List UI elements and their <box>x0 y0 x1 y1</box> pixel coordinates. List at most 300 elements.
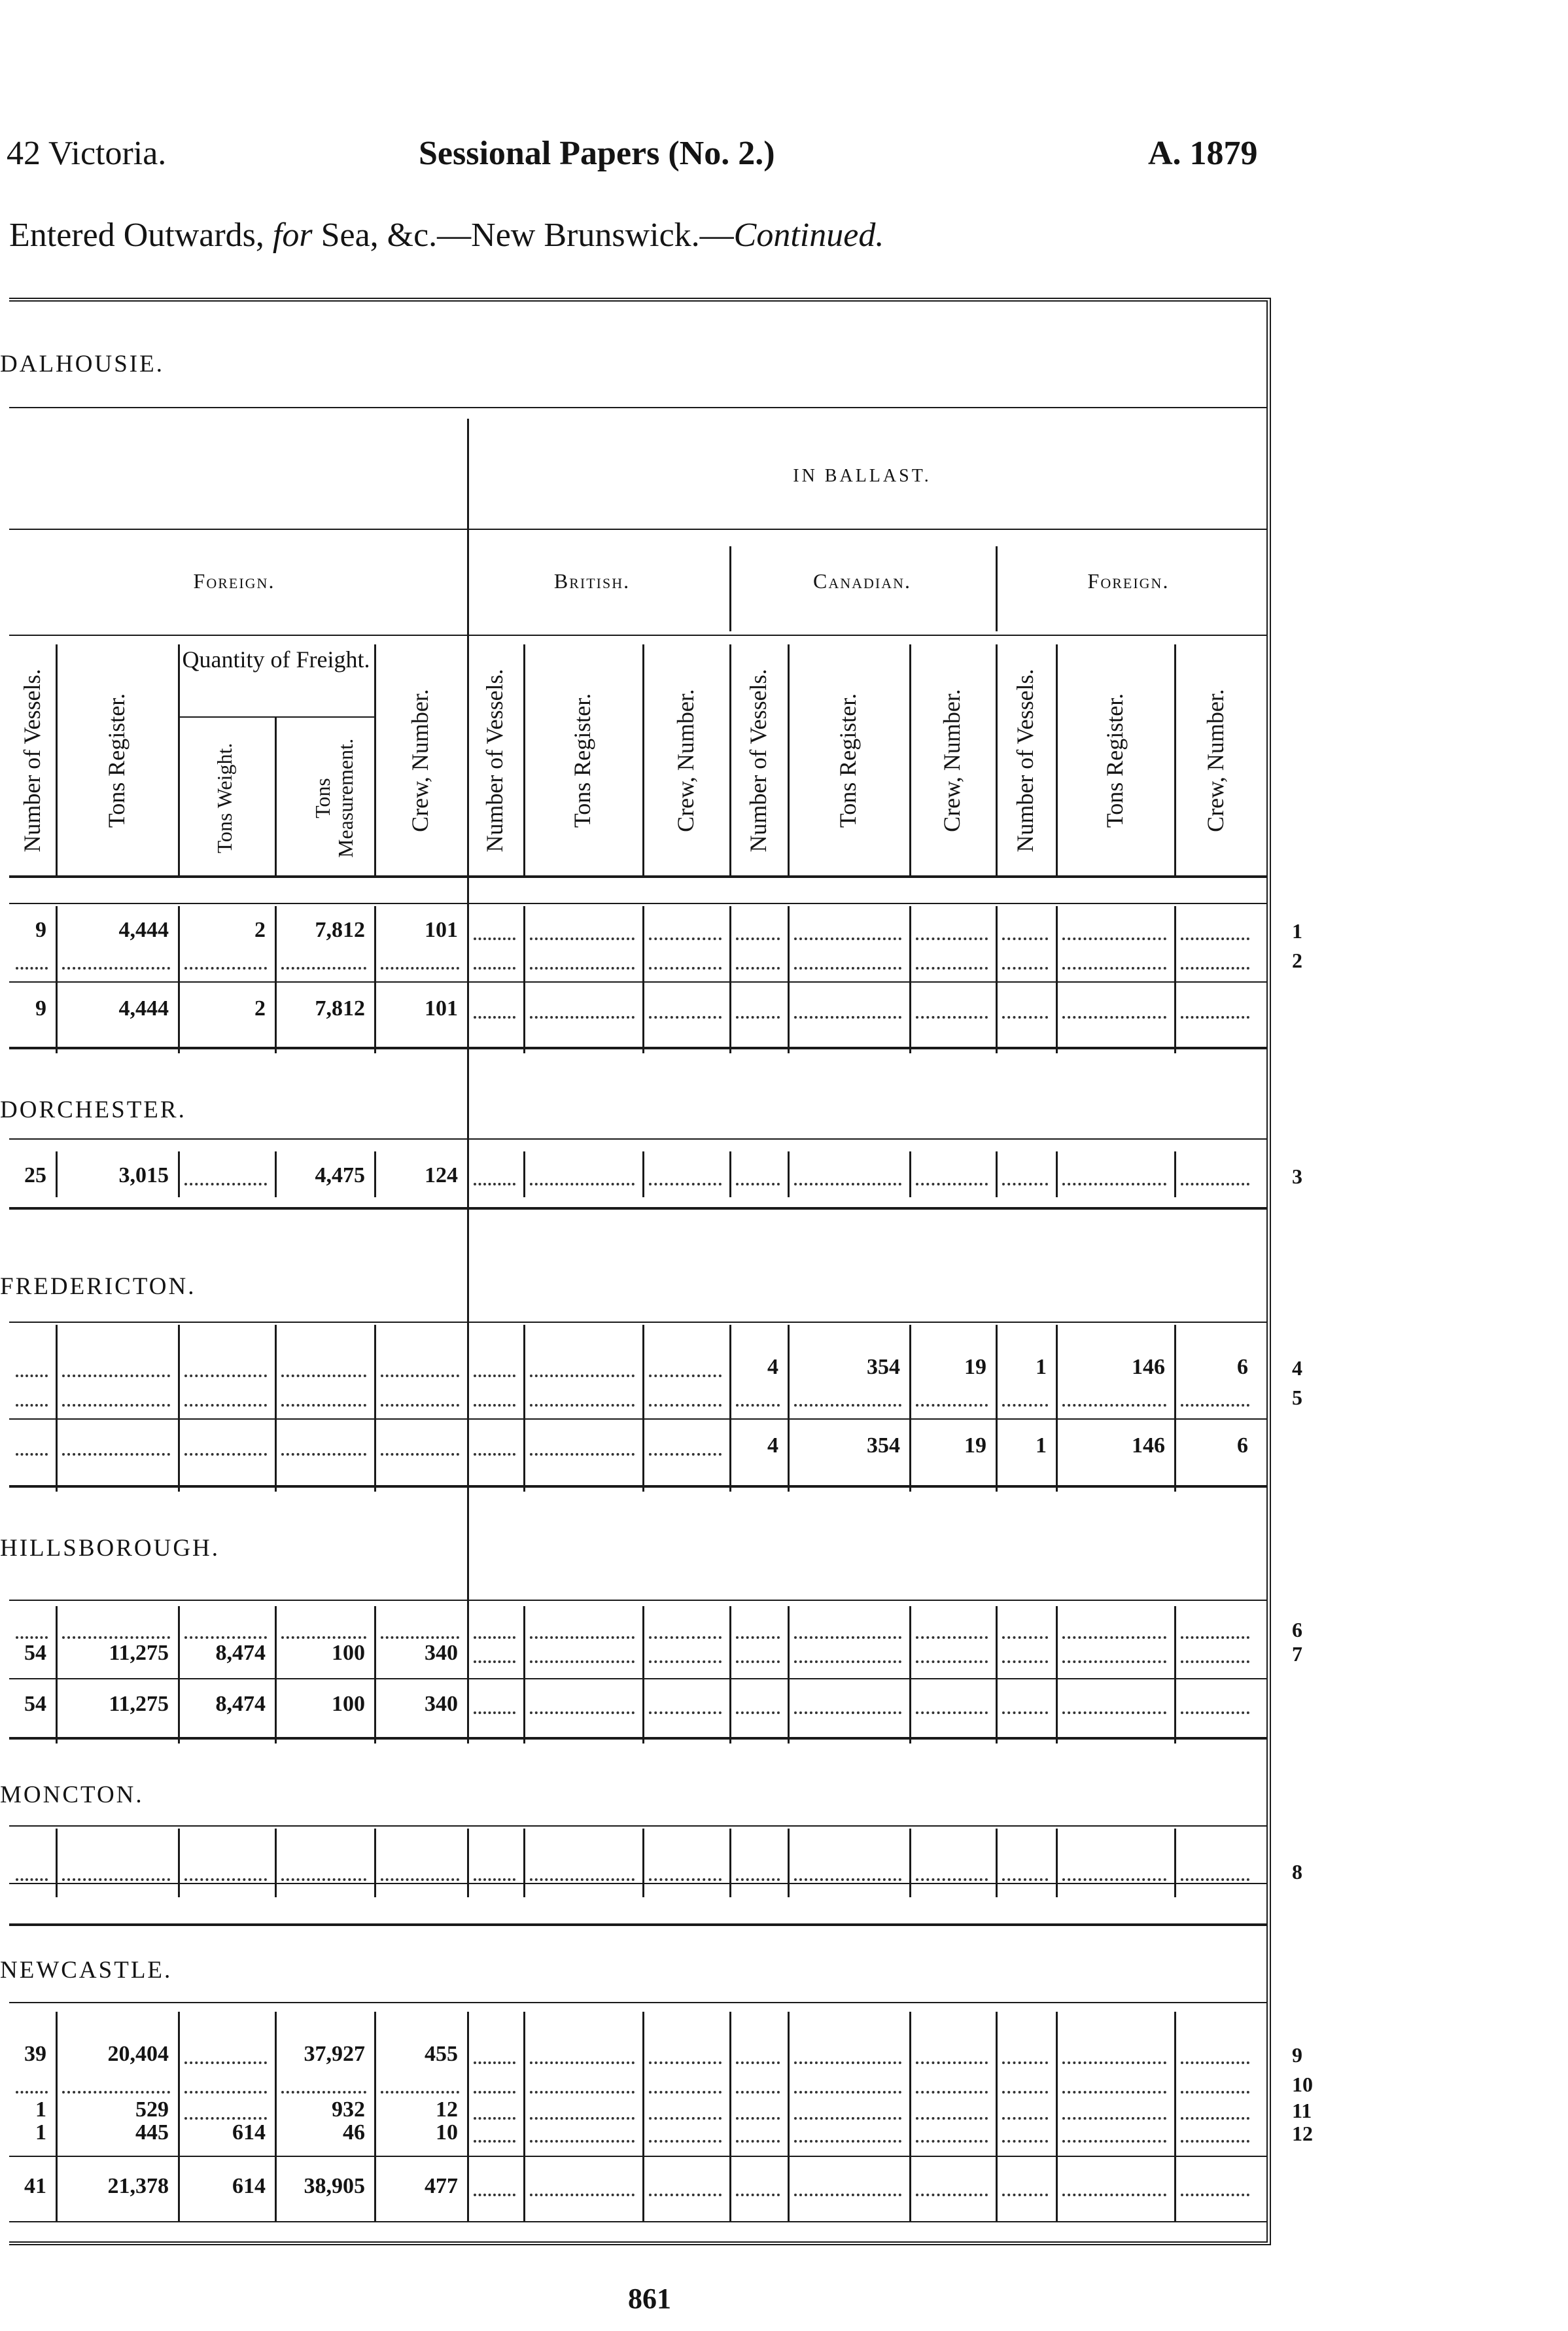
leader-dots <box>736 1660 780 1663</box>
column-divider <box>523 1325 525 1492</box>
leader-dots <box>1062 1711 1166 1714</box>
leader-dots <box>530 2061 635 2064</box>
leader-dots <box>62 967 170 970</box>
column-header-b-vessels: Number of Vessels. <box>481 669 508 852</box>
table-cell: 146 <box>1132 1433 1165 1458</box>
leader-dots <box>530 1660 635 1663</box>
table-cell: 100 <box>332 1641 365 1665</box>
leader-dots <box>736 1878 780 1881</box>
leader-dots <box>474 938 515 940</box>
leader-dots <box>916 2061 988 2064</box>
table-cell: 4 <box>767 1355 778 1379</box>
leader-dots <box>281 1453 366 1456</box>
group-british: British. <box>553 569 631 593</box>
column-divider <box>1056 1151 1058 1197</box>
table-cell: 8,474 <box>215 1692 266 1716</box>
column-divider <box>788 906 790 1053</box>
column-divider <box>788 1151 790 1197</box>
column-divider <box>729 1151 731 1197</box>
column-divider <box>1174 1829 1176 1897</box>
column-divider <box>1174 1151 1176 1197</box>
table-cell: 4,444 <box>118 918 169 942</box>
leader-dots <box>1181 1404 1249 1407</box>
leader-dots <box>1062 938 1166 940</box>
row-rule <box>9 1678 1266 1679</box>
leader-dots <box>184 2091 267 2094</box>
leader-dots <box>184 1183 267 1185</box>
leader-dots <box>649 1660 722 1663</box>
leader-dots <box>62 1404 170 1407</box>
leader-dots <box>1002 2194 1048 2196</box>
section-title-newcastle: NEWCASTLE. <box>0 1957 173 1984</box>
leader-dots <box>1181 1660 1249 1663</box>
rule <box>9 635 1266 636</box>
subtitle-for: for <box>272 217 313 254</box>
table-cell: 2 <box>254 996 266 1021</box>
table-cell: 4,444 <box>118 996 169 1021</box>
leader-dots <box>1062 967 1166 970</box>
leader-dots <box>16 1375 48 1377</box>
row-rule <box>9 1207 1266 1210</box>
column-divider <box>374 1829 376 1897</box>
table-cell: 4,475 <box>315 1163 365 1187</box>
leader-dots <box>916 967 988 970</box>
leader-dots <box>530 938 635 940</box>
leader-dots <box>916 1711 988 1714</box>
row-rule <box>9 903 1266 904</box>
column-divider <box>374 644 376 875</box>
column-divider <box>467 1325 469 1492</box>
table-cell: 3,015 <box>118 1163 169 1187</box>
leader-dots <box>184 2117 267 2120</box>
column-divider <box>642 906 644 1053</box>
column-divider <box>178 1151 180 1197</box>
column-divider <box>523 644 525 875</box>
leader-dots <box>794 1711 901 1714</box>
leader-dots <box>16 1404 48 1407</box>
leader-dots <box>1062 2194 1166 2196</box>
column-header-vessels: Number of Vessels. <box>18 669 45 852</box>
leader-dots <box>649 1404 722 1407</box>
leader-dots <box>649 1711 722 1714</box>
column-header-tons-weight: Tons Weight. <box>213 743 236 854</box>
column-divider <box>788 644 790 875</box>
page-number: 861 <box>628 2283 671 2315</box>
column-divider <box>1174 2012 1176 2221</box>
column-divider <box>178 1325 180 1492</box>
table-cell: 11,275 <box>109 1641 169 1665</box>
column-divider <box>729 1606 731 1744</box>
column-divider <box>1056 1325 1058 1492</box>
row-rule <box>9 1600 1266 1601</box>
column-divider <box>909 644 911 875</box>
leader-dots <box>794 1636 901 1639</box>
leader-dots <box>62 1453 170 1456</box>
table-cell: 354 <box>867 1433 900 1458</box>
leader-dots <box>474 2117 515 2120</box>
group-foreign-left: Foreign. <box>193 569 275 593</box>
leader-dots <box>649 1636 722 1639</box>
leader-dots <box>1181 967 1249 970</box>
leader-dots <box>530 1878 635 1881</box>
row-number: 2 <box>1292 949 1302 972</box>
leader-dots <box>649 2091 722 2094</box>
leader-dots <box>736 2117 780 2120</box>
column-header-b-crew: Crew, Number. <box>672 689 699 832</box>
column-divider <box>642 1151 644 1197</box>
leader-dots <box>794 2091 901 2094</box>
leader-dots <box>1002 1711 1048 1714</box>
leader-dots <box>649 1016 722 1019</box>
leader-dots <box>1002 1016 1048 1019</box>
column-divider <box>178 644 180 875</box>
column-divider <box>467 2012 469 2221</box>
section-title-moncton: MONCTON. <box>0 1781 144 1808</box>
table-cell: 11,275 <box>109 1692 169 1716</box>
table-cell: 54 <box>24 1641 46 1665</box>
column-divider <box>642 1325 644 1492</box>
table-cell: 4 <box>767 1433 778 1458</box>
column-divider <box>996 1829 998 1897</box>
leader-dots <box>1002 2091 1048 2094</box>
table-cell: 25 <box>24 1163 46 1187</box>
row-rule <box>9 2156 1266 2157</box>
leader-dots <box>530 2194 635 2196</box>
leader-dots <box>736 1404 780 1407</box>
column-header-c-crew: Crew, Number. <box>939 689 965 832</box>
table-cell: 340 <box>425 1692 458 1716</box>
leader-dots <box>474 1453 515 1456</box>
row-number: 3 <box>1292 1165 1302 1188</box>
leader-dots <box>1002 2117 1048 2120</box>
column-divider <box>788 1606 790 1744</box>
table-cell: 6 <box>1237 1355 1248 1379</box>
column-divider <box>1056 1829 1058 1897</box>
leader-dots <box>649 1453 722 1456</box>
leader-dots <box>1002 1183 1048 1185</box>
row-number: 4 <box>1292 1356 1302 1380</box>
leader-dots <box>474 1711 515 1714</box>
column-divider <box>909 1829 911 1897</box>
leader-dots <box>794 1660 901 1663</box>
leader-dots <box>62 1375 170 1377</box>
column-divider <box>1056 906 1058 1053</box>
column-divider <box>1174 1325 1176 1492</box>
leader-dots <box>16 1453 48 1456</box>
row-rule <box>9 981 1266 983</box>
leader-dots <box>1062 1016 1166 1019</box>
column-divider <box>178 1606 180 1744</box>
table-cell: 8,474 <box>215 1641 266 1665</box>
header-title: Sessional Papers (No. 2.) <box>419 135 775 172</box>
leader-dots <box>1062 1636 1166 1639</box>
row-number: 5 <box>1292 1386 1302 1409</box>
leader-dots <box>794 1404 901 1407</box>
leader-dots <box>916 1183 988 1185</box>
table-cell: 614 <box>232 2120 266 2145</box>
row-rule <box>9 1923 1266 1926</box>
leader-dots <box>794 2117 901 2120</box>
leader-dots <box>1062 2117 1166 2120</box>
column-divider <box>467 1829 469 1897</box>
column-divider <box>56 1325 58 1492</box>
column-divider <box>523 1606 525 1744</box>
subtitle-prefix: Entered Outwards, <box>9 217 273 254</box>
leader-dots <box>530 2117 635 2120</box>
column-header-f-tons: Tons Register. <box>1101 693 1128 828</box>
leader-dots <box>474 1404 515 1407</box>
table-cell: 37,927 <box>304 2042 365 2066</box>
leader-dots <box>736 1636 780 1639</box>
column-divider <box>374 1325 376 1492</box>
table-cell: 1 <box>35 2120 46 2145</box>
column-divider <box>729 2012 731 2221</box>
section-title-hillsborough: HILLSBOROUGH. <box>0 1535 220 1562</box>
leader-dots <box>530 1375 635 1377</box>
leader-dots <box>649 938 722 940</box>
leader-dots <box>1181 2091 1249 2094</box>
table-cell: 529 <box>135 2097 169 2122</box>
table-cell: 100 <box>332 1692 365 1716</box>
column-divider <box>1056 644 1058 875</box>
row-number: 12 <box>1292 2122 1313 2145</box>
leader-dots <box>1002 1660 1048 1663</box>
table-cell: 932 <box>332 2097 365 2122</box>
row-number: 1 <box>1292 919 1302 943</box>
leader-dots <box>381 2091 459 2094</box>
section-title-fredericton: FREDERICTON. <box>0 1273 196 1300</box>
column-divider <box>729 1829 731 1897</box>
table-cell: 477 <box>425 2174 458 2198</box>
table-cell: 54 <box>24 1692 46 1716</box>
column-header-crew: Crew, Number. <box>407 689 433 832</box>
row-rule <box>9 1138 1266 1140</box>
column-divider <box>642 1829 644 1897</box>
leader-dots <box>16 1878 48 1881</box>
row-number: 6 <box>1292 1618 1302 1641</box>
leader-dots <box>916 1016 988 1019</box>
row-number: 7 <box>1292 1642 1302 1666</box>
leader-dots <box>16 967 48 970</box>
leader-dots <box>736 967 780 970</box>
column-divider <box>729 906 731 1053</box>
leader-dots <box>62 1878 170 1881</box>
leader-dots <box>281 1404 366 1407</box>
column-header-f-crew: Crew, Number. <box>1202 689 1228 832</box>
row-number: 10 <box>1292 2073 1313 2096</box>
leader-dots <box>474 2140 515 2143</box>
column-divider <box>642 1606 644 1744</box>
table-cell: 10 <box>436 2120 458 2145</box>
table-cell: 9 <box>35 996 46 1021</box>
leader-dots <box>794 1016 901 1019</box>
column-divider <box>909 2012 911 2221</box>
leader-dots <box>184 1375 267 1377</box>
column-divider <box>56 644 58 875</box>
column-divider <box>523 2012 525 2221</box>
leader-dots <box>474 2091 515 2094</box>
row-number: 11 <box>1292 2099 1312 2122</box>
column-divider <box>909 1151 911 1197</box>
table-cell: 41 <box>24 2174 46 2198</box>
leader-dots <box>1062 1183 1166 1185</box>
column-divider <box>1056 1606 1058 1744</box>
leader-dots <box>530 1404 635 1407</box>
leader-dots <box>794 2061 901 2064</box>
table-cell: 445 <box>135 2120 169 2145</box>
leader-dots <box>474 1636 515 1639</box>
table-cell: 19 <box>964 1433 986 1458</box>
leader-dots <box>736 2091 780 2094</box>
subtitle-mid: Sea, &c.—New Brunswick.— <box>312 217 734 254</box>
leader-dots <box>794 1878 901 1881</box>
leader-dots <box>474 2194 515 2196</box>
row-rule <box>9 1047 1266 1049</box>
leader-dots <box>794 938 901 940</box>
subtitle-continued: Continued. <box>733 217 884 254</box>
row-rule <box>9 1322 1266 1323</box>
leader-dots <box>916 2117 988 2120</box>
row-rule <box>9 1737 1266 1740</box>
leader-dots <box>1002 967 1048 970</box>
column-divider <box>909 1325 911 1492</box>
leader-dots <box>916 938 988 940</box>
column-divider <box>642 644 644 875</box>
leader-dots <box>530 1711 635 1714</box>
column-divider <box>788 1325 790 1492</box>
leader-dots <box>381 1404 459 1407</box>
table-cell: 7,812 <box>315 996 365 1021</box>
table-cell: 1 <box>35 2097 46 2122</box>
table-cell: 38,905 <box>304 2174 365 2198</box>
leader-dots <box>794 2140 901 2143</box>
leader-dots <box>1181 2140 1249 2143</box>
leader-dots <box>736 938 780 940</box>
column-divider <box>729 1325 731 1492</box>
table-cell: 6 <box>1237 1433 1248 1458</box>
leader-dots <box>916 2194 988 2196</box>
column-divider <box>996 1151 998 1197</box>
leader-dots <box>62 2091 170 2094</box>
column-divider <box>996 1606 998 1744</box>
column-divider <box>1174 1606 1176 1744</box>
leader-dots <box>62 1636 170 1639</box>
row-number: 8 <box>1292 1860 1302 1884</box>
table-cell: 124 <box>425 1163 458 1187</box>
leader-dots <box>916 1660 988 1663</box>
column-header-c-vessels: Number of Vessels. <box>744 669 771 852</box>
column-divider <box>788 1829 790 1897</box>
section-title-dorchester: DORCHESTER. <box>0 1096 186 1123</box>
leader-dots <box>474 1016 515 1019</box>
leader-dots <box>916 1878 988 1881</box>
leader-dots <box>649 2061 722 2064</box>
leader-dots <box>1002 1404 1048 1407</box>
leader-dots <box>1002 1636 1048 1639</box>
row-rule <box>9 2002 1266 2003</box>
column-divider <box>788 2012 790 2221</box>
header-left: 42 Victoria. <box>7 135 167 172</box>
table-cell: 354 <box>867 1355 900 1379</box>
table-cell: 101 <box>425 996 458 1021</box>
leader-dots <box>794 1183 901 1185</box>
rule <box>9 875 1266 878</box>
leader-dots <box>1062 1660 1166 1663</box>
column-divider <box>996 2012 998 2221</box>
table-cell: 19 <box>964 1355 986 1379</box>
leader-dots <box>916 2091 988 2094</box>
table-cell: 20,404 <box>107 2042 169 2066</box>
group-foreign-right: Foreign. <box>1087 569 1170 593</box>
column-divider <box>275 1606 277 1744</box>
leader-dots <box>474 967 515 970</box>
leader-dots <box>530 1636 635 1639</box>
leader-dots <box>649 1183 722 1185</box>
column-divider <box>523 1829 525 1897</box>
column-header-c-tons: Tons Register. <box>835 693 861 828</box>
column-divider <box>56 1829 58 1897</box>
column-divider <box>523 1151 525 1197</box>
leader-dots <box>1062 2061 1166 2064</box>
leader-dots <box>1002 2140 1048 2143</box>
table-cell: 7,812 <box>315 918 365 942</box>
table-cell: 455 <box>425 2042 458 2066</box>
row-rule <box>9 1883 1266 1884</box>
section-title-dalhousie: DALHOUSIE. <box>0 351 164 377</box>
leader-dots <box>736 1016 780 1019</box>
leader-dots <box>184 967 267 970</box>
leader-dots <box>1181 1183 1249 1185</box>
leader-dots <box>649 2117 722 2120</box>
column-header-tons-measurement: Tons Measurement. <box>311 738 358 858</box>
table-cell: 1 <box>1036 1433 1047 1458</box>
column-header-f-vessels: Number of Vessels. <box>1012 669 1038 852</box>
leader-dots <box>649 1375 722 1377</box>
leader-dots <box>281 2091 366 2094</box>
leader-dots <box>281 1636 366 1639</box>
divider <box>996 546 998 631</box>
leader-dots <box>530 1183 635 1185</box>
column-divider <box>374 1606 376 1744</box>
table-cell: 2 <box>254 918 266 942</box>
leader-dots <box>184 1878 267 1881</box>
group-canadian: Canadian. <box>813 569 911 593</box>
leader-dots <box>474 1375 515 1377</box>
leader-dots <box>184 1636 267 1639</box>
leader-dots <box>530 1016 635 1019</box>
table-cell: 146 <box>1132 1355 1165 1379</box>
leader-dots <box>530 1453 635 1456</box>
leader-dots <box>474 1183 515 1185</box>
leader-dots <box>381 967 459 970</box>
rule <box>9 407 1266 408</box>
column-divider <box>1174 906 1176 1053</box>
leader-dots <box>16 2091 48 2094</box>
leader-dots <box>184 1404 267 1407</box>
quantity-freight-header: Quantity of Freight. <box>182 646 370 673</box>
column-divider <box>467 906 469 1053</box>
leader-dots <box>1181 2061 1249 2064</box>
column-header-b-tons: Tons Register. <box>569 693 595 828</box>
leader-dots <box>1062 2140 1166 2143</box>
leader-dots <box>281 967 366 970</box>
leader-dots <box>184 2061 267 2064</box>
leader-dots <box>1181 1878 1249 1881</box>
column-divider <box>275 716 277 875</box>
column-divider <box>178 1829 180 1897</box>
leader-dots <box>281 1375 366 1377</box>
leader-dots <box>736 2194 780 2196</box>
